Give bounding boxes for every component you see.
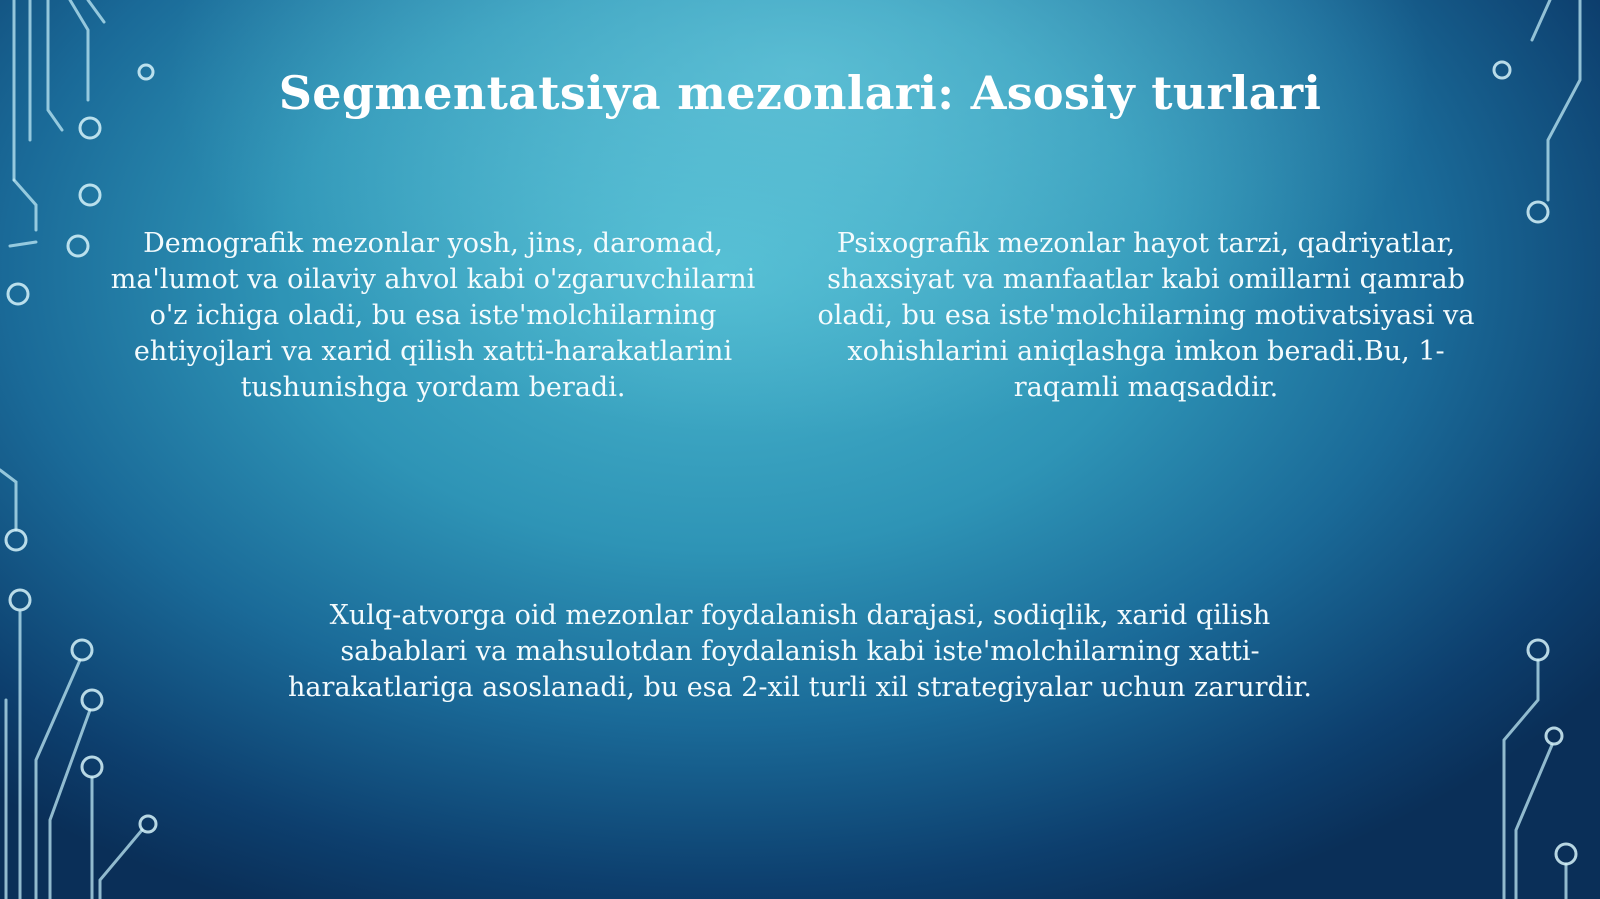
psychographic-criteria-text: Psixografik mezonlar hayot tarzi, qadriyatlar, shaxsiyat va manfaatlar kabi omillarni qamrab oladi, bu esa iste'molchilarning motivatsiyasi va xohishlarini aniqlashga imkon beradi.Bu, 1-raqamli maqsaddir. <box>817 228 1475 403</box>
slide-title: Segmentatsiya mezonlari: Asosiy turlari <box>278 66 1322 120</box>
behavioral-criteria-text: Xulq-atvorga oid mezonlar foydalanish darajasi, sodiqlik, xarid qilish sabablari va mahsulotdan foydalanish kabi iste'molchilarning xatti-harakatlariga asoslanadi, bu esa 2-xil turli xil strategiyalar uchun zarurdir. <box>288 600 1312 703</box>
demographic-criteria-text: Demografik mezonlar yosh, jins, daromad, ma'lumot va oilaviy ahvol kabi o'zgaruvchilarni o'z ichiga oladi, bu esa iste'molchilarning ehtiyojlari va xarid qilish xatti-harakatlarini tushunishga yordam beradi. <box>110 228 756 403</box>
